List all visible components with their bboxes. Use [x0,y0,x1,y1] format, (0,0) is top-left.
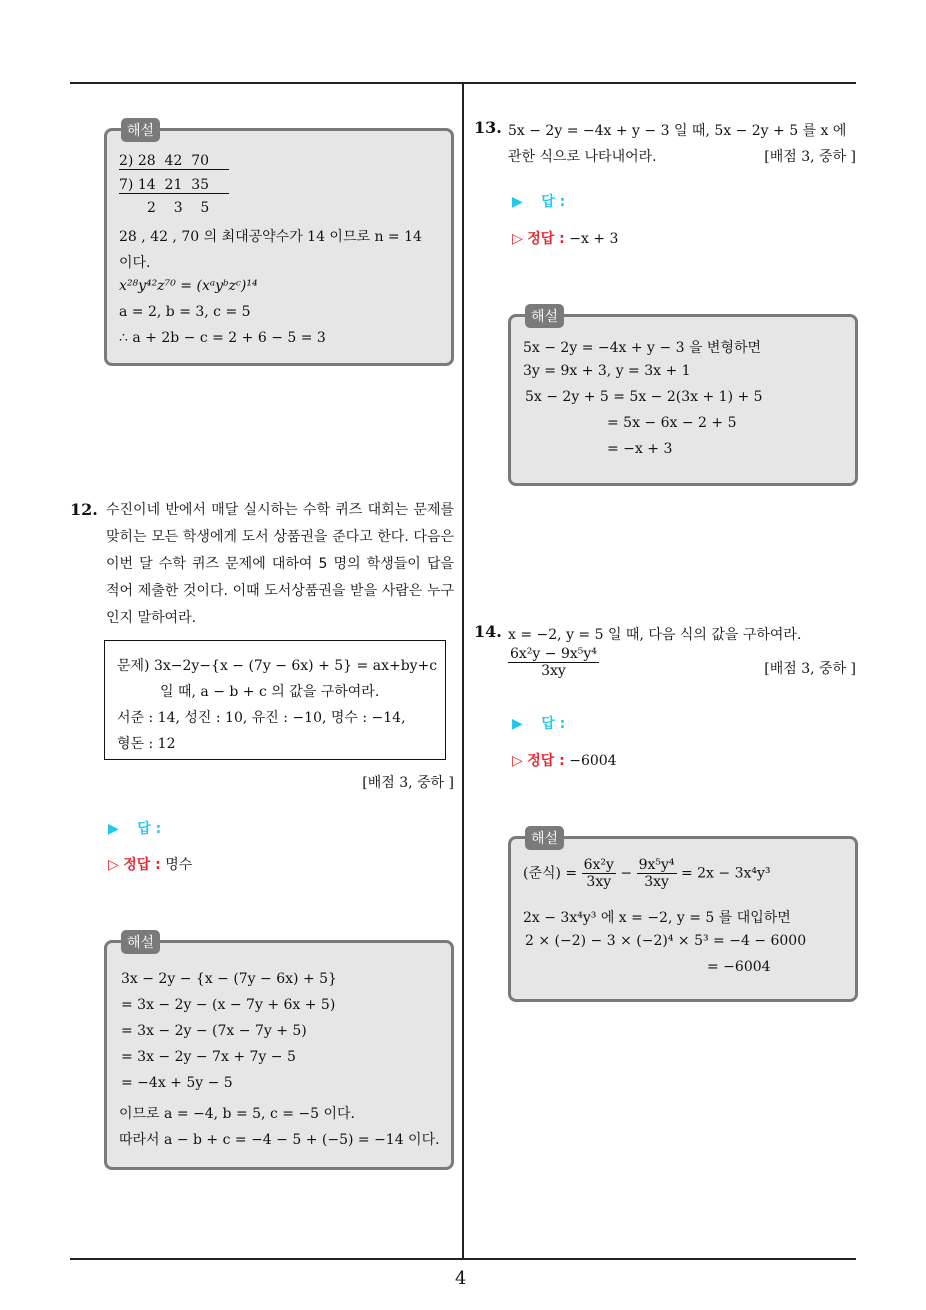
triangle-outline-icon: ▷ [512,231,523,247]
correct-answer-row [512,228,618,248]
solution-line: = −4x + 5y − 5 [121,1075,233,1091]
bottom-rule [70,1258,856,1260]
fraction-denominator: 3xy [541,663,566,679]
solution-line: 이다. [119,255,151,271]
fraction-numerator: 9x⁵y⁴ [638,857,675,873]
solution-box-14 [508,831,858,1002]
question-number: 12. [70,500,98,519]
correct-label: 정답 : [527,753,565,769]
correct-value: 명수 [165,857,193,873]
problem-line: 형돈 : 12 [117,736,176,752]
solution-line: = −x + 3 [607,441,673,457]
problem-line: 일 때, a − b + c 의 값을 구하여라. [160,684,380,700]
fraction-numerator: 6x²y [583,857,614,873]
solution-tag: 해설 [525,304,564,328]
solution-line: = 3x − 2y − (7x − 7y + 5) [121,1023,307,1039]
solution-box-12 [104,935,454,1170]
question-text: x = −2, y = 5 일 때, 다음 식의 값을 구하여라. [508,627,802,643]
column-divider [462,82,464,1260]
fraction [508,646,599,679]
answer-row [512,713,565,733]
question-text: 수진이네 반에서 매달 실시하는 수학 퀴즈 대회는 문제를 맞히는 모든 학생에게 도서 상품권을 준다고 한다. 다음은 이번 달 수학 퀴즈 문제에 대하여 5 명의 학생들이 답을 적어 제출한 것이다. 이때 도서상품권을 받을 사람은 누구인지 말하여라. [106,502,454,626]
answer-row [512,191,565,211]
solution-line: a = 2, b = 3, c = 5 [119,304,251,320]
correct-answer-row [108,854,192,874]
minus-sign: − [620,865,633,882]
solution-line: 28 , 42 , 70 의 최대공약수가 14 이므로 n = 14 [119,229,422,245]
page-number: 4 [455,1268,467,1289]
correct-label: 정답 : [527,231,565,247]
division-row-3: 2 3 5 [147,200,210,216]
solution-line: 2x − 3x⁴y³ 에 x = −2, y = 5 를 대입하면 [523,910,791,926]
question-number: 13. [474,118,502,137]
solution-line: ∴ a + 2b − c = 2 + 6 − 5 = 3 [119,330,326,346]
solution-line: = 3x − 2y − (x − 7y + 6x + 5) [121,997,336,1013]
correct-value: −x + 3 [569,231,619,247]
solution-line: = 3x − 2y − 7x + 7y − 5 [121,1049,296,1065]
division-row-1: 2) 28 42 70 [119,153,229,170]
play-icon: ▶ [108,821,119,837]
answer-label: 답 : [541,716,566,732]
solution-line [523,857,771,890]
solution-line: = 5x − 6x − 2 + 5 [607,415,737,431]
expression-prefix: (준식) = [523,865,578,882]
solution-tag: 해설 [121,118,160,142]
triangle-outline-icon: ▷ [108,857,119,873]
triangle-outline-icon: ▷ [512,753,523,769]
correct-value: −6004 [569,753,617,769]
score-label: [배점 3, 중하 ] [764,149,856,165]
fraction-denominator: 3xy [586,874,612,890]
solution-line: 3y = 9x + 3, y = 3x + 1 [523,363,691,379]
fraction-numerator: 6x²y − 9x⁵y⁴ [510,646,597,662]
answer-label: 답 : [541,194,566,210]
division-row-2: 7) 14 21 35 [119,177,229,194]
solution-line: 3x − 2y − {x − (7y − 6x) + 5} [121,971,337,987]
score-label: [배점 3, 중하 ] [362,775,454,791]
solution-line: x²⁸y⁴²z⁷⁰ = (xᵃyᵇzᶜ)¹⁴ [119,278,258,294]
problem-frame [104,640,446,760]
fraction [637,857,677,890]
question-text: 관한 식으로 나타내어라. [508,149,657,165]
play-icon: ▶ [512,194,523,210]
problem-line: 문제) 3x−2y−{x − (7y − 6x) + 5} = ax+by+c [117,658,438,674]
expression-suffix: = 2x − 3x⁴y³ [680,865,771,882]
correct-label: 정답 : [123,857,161,873]
solution-line: = −6004 [707,959,771,975]
correct-answer-row [512,750,617,770]
play-icon: ▶ [512,716,523,732]
solution-line: 5x − 2y + 5 = 5x − 2(3x + 1) + 5 [525,389,763,405]
solution-line: 따라서 a − b + c = −4 − 5 + (−5) = −14 이다. [119,1132,440,1148]
solution-line: 2 × (−2) − 3 × (−2)⁴ × 5³ = −4 − 6000 [525,933,807,949]
fraction-denominator: 3xy [644,874,669,890]
question-expression [508,646,599,679]
solution-line: 5x − 2y = −4x + y − 3 을 변형하면 [523,340,762,356]
score-label: [배점 3, 중하 ] [764,661,856,677]
question-number: 14. [474,622,502,641]
question-text: 5x − 2y = −4x + y − 3 일 때, 5x − 2y + 5 를 x 에 [508,123,847,139]
problem-line: 서준 : 14, 성진 : 10, 유진 : −10, 명수 : −14, [117,710,406,726]
solution-tag: 해설 [525,826,564,850]
fraction [582,857,616,890]
solution-box-11 [104,123,454,366]
solution-tag: 해설 [121,930,160,954]
solution-line: 이므로 a = −4, b = 5, c = −5 이다. [119,1106,355,1122]
solution-box-13 [508,309,858,486]
answer-row [108,818,161,838]
answer-label: 답 : [137,821,162,837]
